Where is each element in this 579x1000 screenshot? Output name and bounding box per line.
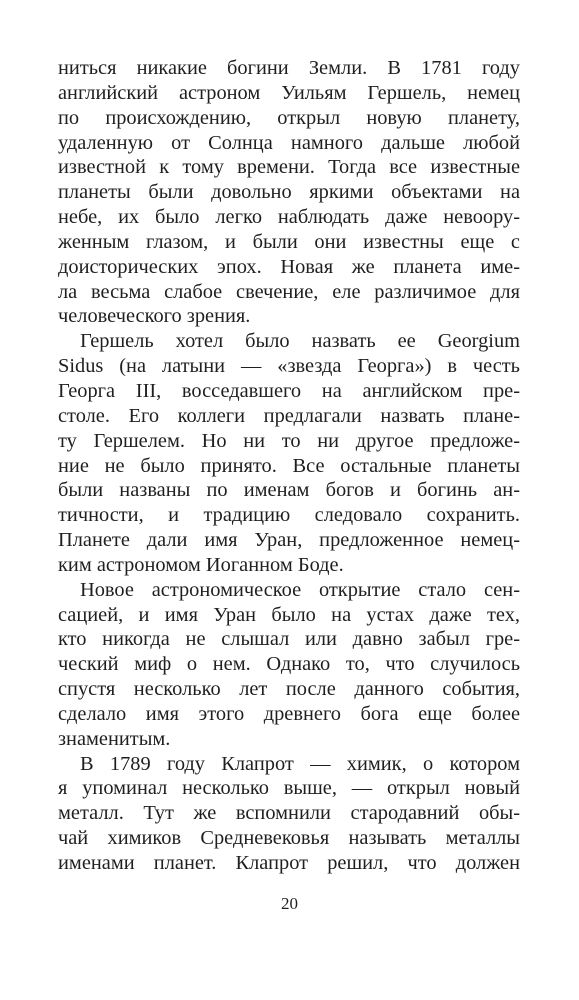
text-line: небе, их было легко наблюдать даже невоору- xyxy=(58,206,520,229)
text-line: ние не было принято. Все остальные планеты xyxy=(58,454,520,477)
text-line: по происхождению, открыл новую планету, xyxy=(58,106,520,129)
text-line: чай химиков Средневековья называть металлы xyxy=(58,827,520,850)
text-line: Планете дали имя Уран, предложенное немец- xyxy=(58,529,520,552)
text-line: сделало имя этого древнего бога еще более xyxy=(58,702,520,725)
page-number: 20 xyxy=(281,894,298,913)
text-line: известной к тому времени. Тогда все известные xyxy=(58,156,520,179)
text-line: Гершель хотел было назвать ее Georgium xyxy=(80,330,520,353)
text-line: знаменитым. xyxy=(58,727,171,750)
text-line: планеты были довольно яркими объектами на xyxy=(58,181,520,204)
text-line: английский астроном Уильям Гершель, немец xyxy=(58,81,520,104)
text-line: тичности, и традицию следовало сохранить. xyxy=(58,504,520,527)
text-line: столе. Его коллеги предлагали назвать плане- xyxy=(58,404,520,427)
text-line: женным глазом, и были они известны еще с xyxy=(58,230,520,253)
text-line: удаленную от Солнца намного дальше любой xyxy=(58,131,520,154)
text-line: ниться никакие богини Земли. В 1781 году xyxy=(58,57,520,79)
text-line: ту Гершелем. Но ни то ни другое предложе- xyxy=(58,429,520,452)
text-line: ла весьма слабое свечение, еле различимое для xyxy=(58,280,520,303)
text-line: В 1789 году Клапрот — химик, о котором xyxy=(80,752,520,775)
page-body xyxy=(58,56,520,876)
text-line: человеческого зрения. xyxy=(58,305,251,328)
text-line: доисторических эпох. Новая же планета име- xyxy=(58,255,520,278)
text-line: я упоминал несколько выше, — открыл новый xyxy=(58,777,520,800)
text-line: ческий миф о нем. Однако то, что случилось xyxy=(58,653,520,676)
text-line: спустя несколько лет после данного события, xyxy=(58,678,520,701)
text-line: кто никогда не слышал или давно забыл гре- xyxy=(58,628,520,651)
text-line: Георга III, восседавшего на английском пре- xyxy=(58,379,520,402)
text-line: сацией, и имя Уран было на устах даже тех, xyxy=(58,603,520,626)
text-line: Новое астрономическое открытие стало сен- xyxy=(80,578,520,601)
text-line: металл. Тут же вспомнили стародавний обы- xyxy=(58,802,520,825)
text-line: именами планет. Клапрот решил, что должен xyxy=(58,852,520,874)
text-line: были названы по именам богов и богинь ан- xyxy=(58,479,520,502)
text-line: Sidus (на латыни — «звезда Георга») в честь xyxy=(58,355,520,378)
text-line: ким астрономом Иоганном Боде. xyxy=(58,553,344,576)
